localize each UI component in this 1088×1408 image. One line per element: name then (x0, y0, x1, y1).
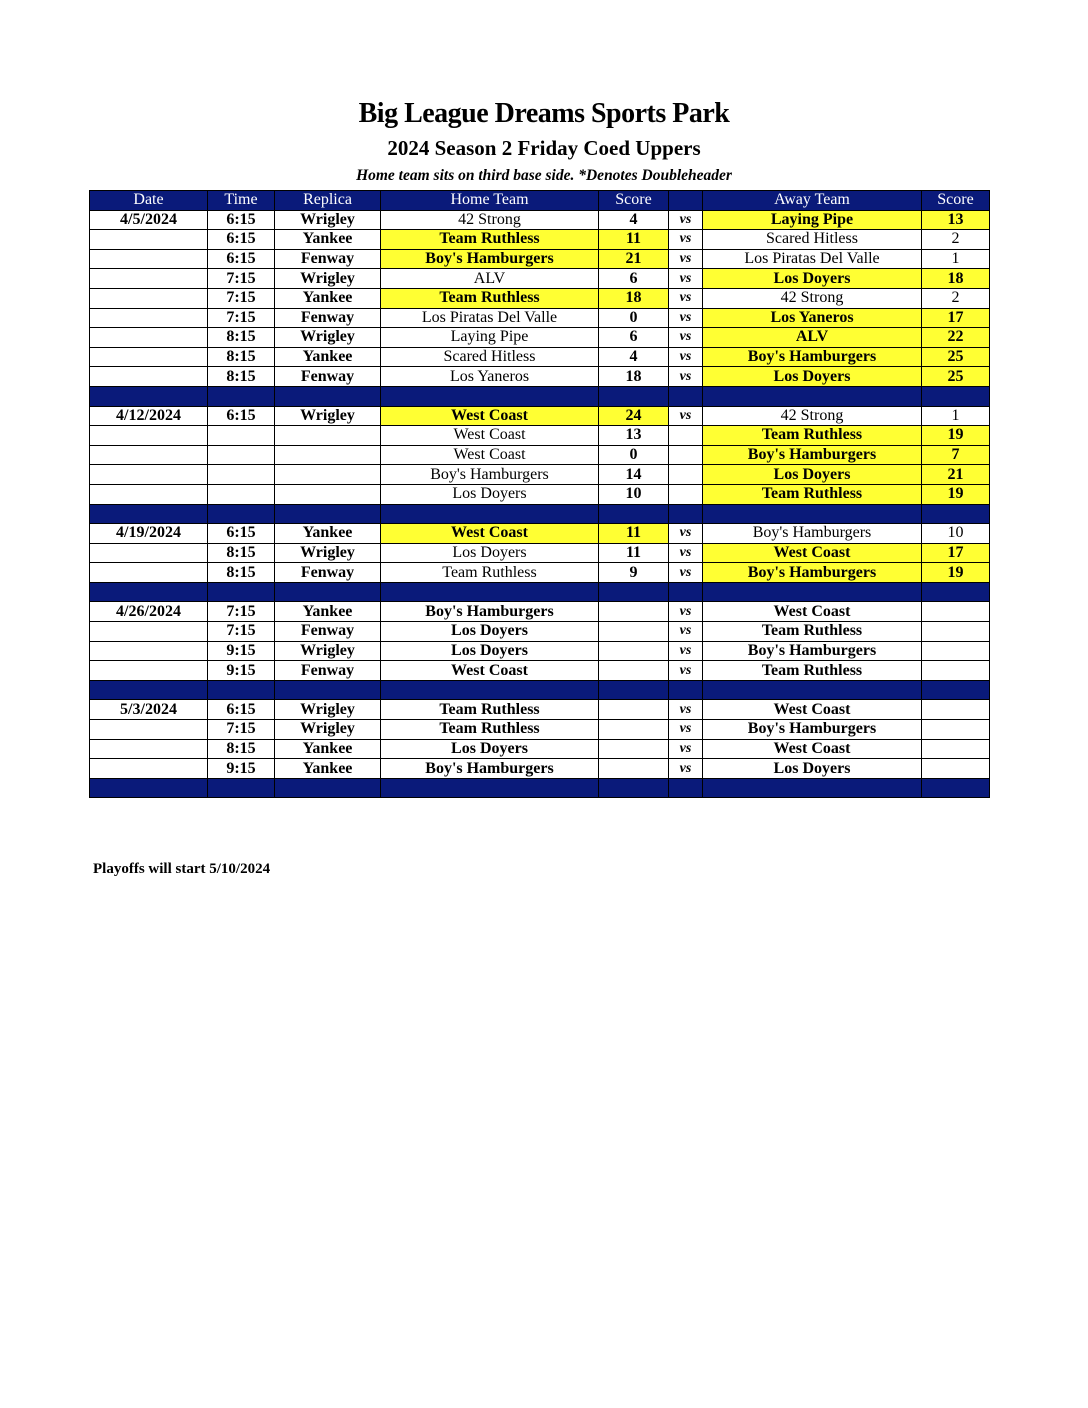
replica-cell (275, 484, 381, 504)
replica-header: Replica (275, 191, 381, 211)
game-row (90, 406, 990, 426)
home-team-cell: Team Ruthless (381, 720, 599, 740)
away-team-cell: West Coast (703, 700, 922, 720)
date-cell (90, 249, 208, 269)
separator-cell (703, 680, 922, 700)
vs-cell: vs (669, 661, 703, 681)
home-score-cell: 11 (599, 524, 669, 544)
away-score-cell: 19 (922, 484, 990, 504)
home-team-cell: Team Ruthless (381, 230, 599, 250)
date-cell (90, 426, 208, 446)
vs-cell: vs (669, 406, 703, 426)
game-row (90, 249, 990, 269)
away-score-cell (922, 739, 990, 759)
home-team-cell: Los Doyers (381, 484, 599, 504)
replica-cell: Fenway (275, 661, 381, 681)
schedule-body (90, 210, 990, 798)
game-row (90, 230, 990, 250)
page-title: Big League Dreams Sports Park (358, 98, 730, 129)
game-row (90, 288, 990, 308)
game-row (90, 524, 990, 544)
vs-cell: vs (669, 563, 703, 583)
home-team-cell: Boy's Hamburgers (381, 249, 599, 269)
game-row (90, 543, 990, 563)
away-team-cell: Boy's Hamburgers (703, 347, 922, 367)
separator-cell (669, 778, 703, 798)
separator-cell (275, 504, 381, 524)
game-row (90, 484, 990, 504)
replica-cell: Wrigley (275, 641, 381, 661)
away-score-cell (922, 720, 990, 740)
separator-cell (208, 680, 275, 700)
week-separator-row (90, 680, 990, 700)
time-cell (208, 445, 275, 465)
date-cell (90, 288, 208, 308)
replica-cell: Yankee (275, 230, 381, 250)
week-separator-row (90, 778, 990, 798)
game-row (90, 602, 990, 622)
time-cell: 6:15 (208, 210, 275, 230)
home-team-cell: Los Yaneros (381, 367, 599, 387)
away-team-cell: West Coast (703, 543, 922, 563)
time-cell: 6:15 (208, 524, 275, 544)
home-score-cell: 18 (599, 367, 669, 387)
away-score-cell: 1 (922, 406, 990, 426)
date-cell (90, 622, 208, 642)
away-score-cell: 21 (922, 465, 990, 485)
date-cell (90, 759, 208, 779)
date-cell: 4/19/2024 (90, 524, 208, 544)
vs-cell (669, 426, 703, 446)
separator-cell (922, 504, 990, 524)
date-cell (90, 367, 208, 387)
vs-cell (669, 484, 703, 504)
home-score-cell (599, 700, 669, 720)
separator-cell (275, 680, 381, 700)
home-team-cell: West Coast (381, 426, 599, 446)
vs-cell: vs (669, 347, 703, 367)
home-team-cell: West Coast (381, 524, 599, 544)
home-score-cell: 4 (599, 347, 669, 367)
replica-cell: Yankee (275, 759, 381, 779)
away-team-cell: Los Doyers (703, 759, 922, 779)
vs-cell: vs (669, 720, 703, 740)
away-score-cell (922, 661, 990, 681)
time-cell: 6:15 (208, 249, 275, 269)
date-cell (90, 563, 208, 583)
home-score-cell: 13 (599, 426, 669, 446)
vs-cell: vs (669, 700, 703, 720)
home-score-cell: 14 (599, 465, 669, 485)
replica-cell: Yankee (275, 347, 381, 367)
separator-cell (669, 386, 703, 406)
home-score-cell: 0 (599, 308, 669, 328)
separator-cell (703, 504, 922, 524)
separator-cell (599, 778, 669, 798)
away-team-cell: Los Doyers (703, 465, 922, 485)
time-cell: 7:15 (208, 308, 275, 328)
game-row (90, 445, 990, 465)
game-row (90, 269, 990, 289)
home-team-cell: ALV (381, 269, 599, 289)
away-score-cell: 13 (922, 210, 990, 230)
separator-cell (381, 778, 599, 798)
separator-cell (703, 778, 922, 798)
date-cell (90, 641, 208, 661)
date-cell (90, 543, 208, 563)
separator-cell (208, 778, 275, 798)
separator-cell (90, 778, 208, 798)
home-team-cell: West Coast (381, 406, 599, 426)
home-team-cell: Los Doyers (381, 739, 599, 759)
vs-cell: vs (669, 543, 703, 563)
time-cell: 9:15 (208, 759, 275, 779)
separator-cell (599, 504, 669, 524)
home-score-cell (599, 641, 669, 661)
away-score-cell: 25 (922, 367, 990, 387)
replica-cell: Wrigley (275, 210, 381, 230)
home-team-cell: Laying Pipe (381, 328, 599, 348)
home-score-cell: 21 (599, 249, 669, 269)
home-score-cell (599, 622, 669, 642)
time-header: Time (208, 191, 275, 211)
time-cell: 8:15 (208, 739, 275, 759)
away-team-cell: Scared Hitless (703, 230, 922, 250)
away-team-cell: West Coast (703, 602, 922, 622)
separator-cell (381, 504, 599, 524)
away-team-cell: Los Doyers (703, 269, 922, 289)
time-cell: 6:15 (208, 700, 275, 720)
week-separator-row (90, 504, 990, 524)
schedule-table (89, 190, 990, 798)
away-team-cell: Boy's Hamburgers (703, 524, 922, 544)
date-cell (90, 720, 208, 740)
home-score-header: Score (599, 191, 669, 211)
replica-cell: Wrigley (275, 328, 381, 348)
replica-cell: Wrigley (275, 720, 381, 740)
home-team-cell: West Coast (381, 661, 599, 681)
replica-cell: Fenway (275, 308, 381, 328)
game-row (90, 622, 990, 642)
game-row (90, 759, 990, 779)
date-cell (90, 230, 208, 250)
replica-cell: Fenway (275, 563, 381, 583)
separator-cell (90, 582, 208, 602)
game-row (90, 700, 990, 720)
home-team-cell: Team Ruthless (381, 700, 599, 720)
date-cell: 4/12/2024 (90, 406, 208, 426)
away-team-cell: 42 Strong (703, 288, 922, 308)
separator-cell (275, 778, 381, 798)
vs-cell: vs (669, 308, 703, 328)
home-score-cell (599, 602, 669, 622)
vs-cell: vs (669, 210, 703, 230)
home-score-cell: 4 (599, 210, 669, 230)
home-team-header: Home Team (381, 191, 599, 211)
home-score-cell: 11 (599, 543, 669, 563)
away-team-cell: Boy's Hamburgers (703, 720, 922, 740)
game-row (90, 210, 990, 230)
away-team-cell: Los Doyers (703, 367, 922, 387)
vs-cell: vs (669, 524, 703, 544)
date-cell (90, 484, 208, 504)
away-score-cell (922, 622, 990, 642)
time-cell: 7:15 (208, 269, 275, 289)
game-row (90, 347, 990, 367)
away-score-cell: 22 (922, 328, 990, 348)
vs-cell: vs (669, 249, 703, 269)
replica-cell: Fenway (275, 367, 381, 387)
home-score-cell: 24 (599, 406, 669, 426)
home-team-cell: Boy's Hamburgers (381, 602, 599, 622)
separator-cell (275, 386, 381, 406)
time-cell: 7:15 (208, 622, 275, 642)
home-score-cell (599, 739, 669, 759)
time-cell: 7:15 (208, 288, 275, 308)
vs-cell: vs (669, 367, 703, 387)
date-cell: 5/3/2024 (90, 700, 208, 720)
away-team-cell: Boy's Hamburgers (703, 445, 922, 465)
replica-cell: Yankee (275, 524, 381, 544)
game-row (90, 465, 990, 485)
header-row (90, 191, 990, 211)
home-team-cell: 42 Strong (381, 210, 599, 230)
replica-cell: Wrigley (275, 269, 381, 289)
time-cell: 7:15 (208, 720, 275, 740)
replica-cell: Wrigley (275, 700, 381, 720)
away-team-cell: West Coast (703, 739, 922, 759)
game-row (90, 328, 990, 348)
home-team-cell: Los Doyers (381, 622, 599, 642)
separator-cell (669, 582, 703, 602)
away-score-cell: 10 (922, 524, 990, 544)
away-score-header: Score (922, 191, 990, 211)
game-row (90, 641, 990, 661)
home-team-cell: Scared Hitless (381, 347, 599, 367)
vs-cell: vs (669, 622, 703, 642)
game-row (90, 739, 990, 759)
home-score-cell: 0 (599, 445, 669, 465)
vs-header (669, 191, 703, 211)
separator-cell (922, 582, 990, 602)
away-score-cell: 17 (922, 543, 990, 563)
separator-cell (703, 386, 922, 406)
away-score-cell (922, 759, 990, 779)
time-cell (208, 484, 275, 504)
home-team-cell: Team Ruthless (381, 288, 599, 308)
date-cell (90, 269, 208, 289)
vs-cell: vs (669, 269, 703, 289)
home-team-cell: Los Doyers (381, 641, 599, 661)
replica-cell: Yankee (275, 602, 381, 622)
away-team-cell: Los Piratas Del Valle (703, 249, 922, 269)
time-cell: 8:15 (208, 328, 275, 348)
week-separator-row (90, 386, 990, 406)
date-cell (90, 661, 208, 681)
home-score-cell: 6 (599, 328, 669, 348)
replica-cell: Yankee (275, 288, 381, 308)
separator-cell (669, 504, 703, 524)
separator-cell (381, 386, 599, 406)
game-row (90, 308, 990, 328)
separator-cell (90, 386, 208, 406)
away-team-cell: Los Yaneros (703, 308, 922, 328)
separator-cell (381, 680, 599, 700)
away-score-cell: 2 (922, 288, 990, 308)
away-score-cell (922, 602, 990, 622)
date-cell (90, 328, 208, 348)
away-score-cell: 1 (922, 249, 990, 269)
home-score-cell (599, 661, 669, 681)
vs-cell: vs (669, 328, 703, 348)
week-separator-row (90, 582, 990, 602)
time-cell (208, 426, 275, 446)
date-cell: 4/26/2024 (90, 602, 208, 622)
away-team-header: Away Team (703, 191, 922, 211)
vs-cell (669, 465, 703, 485)
separator-cell (599, 582, 669, 602)
home-team-cell: Los Piratas Del Valle (381, 308, 599, 328)
separator-cell (922, 778, 990, 798)
replica-cell (275, 426, 381, 446)
date-cell (90, 308, 208, 328)
game-row (90, 563, 990, 583)
away-score-cell: 25 (922, 347, 990, 367)
home-score-cell: 9 (599, 563, 669, 583)
away-team-cell: Laying Pipe (703, 210, 922, 230)
replica-cell: Fenway (275, 249, 381, 269)
away-team-cell: Team Ruthless (703, 661, 922, 681)
separator-cell (599, 680, 669, 700)
away-score-cell (922, 641, 990, 661)
vs-cell: vs (669, 230, 703, 250)
date-cell: 4/5/2024 (90, 210, 208, 230)
time-cell: 8:15 (208, 367, 275, 387)
time-cell: 8:15 (208, 347, 275, 367)
vs-cell: vs (669, 739, 703, 759)
away-team-cell: Team Ruthless (703, 484, 922, 504)
home-score-cell (599, 720, 669, 740)
schedule-note: Home team sits on third base side. *Denotes Doubleheader (356, 167, 732, 184)
separator-cell (669, 680, 703, 700)
separator-cell (275, 582, 381, 602)
time-cell: 6:15 (208, 230, 275, 250)
separator-cell (703, 582, 922, 602)
away-score-cell: 17 (922, 308, 990, 328)
date-cell (90, 347, 208, 367)
vs-cell: vs (669, 641, 703, 661)
date-cell (90, 445, 208, 465)
home-team-cell: West Coast (381, 445, 599, 465)
home-team-cell: Los Doyers (381, 543, 599, 563)
date-header: Date (90, 191, 208, 211)
time-cell: 9:15 (208, 661, 275, 681)
away-team-cell: Team Ruthless (703, 426, 922, 446)
replica-cell (275, 445, 381, 465)
separator-cell (208, 582, 275, 602)
replica-cell: Wrigley (275, 406, 381, 426)
home-score-cell: 18 (599, 288, 669, 308)
separator-cell (599, 386, 669, 406)
away-score-cell: 19 (922, 426, 990, 446)
away-team-cell: ALV (703, 328, 922, 348)
separator-cell (922, 386, 990, 406)
separator-cell (90, 680, 208, 700)
home-score-cell: 6 (599, 269, 669, 289)
playoffs-footer: Playoffs will start 5/10/2024 (93, 861, 271, 877)
away-team-cell: Boy's Hamburgers (703, 563, 922, 583)
time-cell: 9:15 (208, 641, 275, 661)
separator-cell (90, 504, 208, 524)
date-cell (90, 739, 208, 759)
game-row (90, 367, 990, 387)
away-team-cell: 42 Strong (703, 406, 922, 426)
away-score-cell (922, 700, 990, 720)
separator-cell (381, 582, 599, 602)
vs-cell (669, 445, 703, 465)
home-score-cell: 11 (599, 230, 669, 250)
game-row (90, 720, 990, 740)
home-team-cell: Boy's Hamburgers (381, 759, 599, 779)
time-cell: 6:15 (208, 406, 275, 426)
replica-cell (275, 465, 381, 485)
separator-cell (208, 386, 275, 406)
home-score-cell: 10 (599, 484, 669, 504)
replica-cell: Yankee (275, 739, 381, 759)
away-score-cell: 7 (922, 445, 990, 465)
time-cell: 7:15 (208, 602, 275, 622)
replica-cell: Wrigley (275, 543, 381, 563)
away-score-cell: 19 (922, 563, 990, 583)
vs-cell: vs (669, 759, 703, 779)
time-cell: 8:15 (208, 543, 275, 563)
vs-cell: vs (669, 288, 703, 308)
home-team-cell: Team Ruthless (381, 563, 599, 583)
time-cell (208, 465, 275, 485)
date-cell (90, 465, 208, 485)
away-team-cell: Boy's Hamburgers (703, 641, 922, 661)
game-row (90, 661, 990, 681)
replica-cell: Fenway (275, 622, 381, 642)
away-score-cell: 18 (922, 269, 990, 289)
vs-cell: vs (669, 602, 703, 622)
away-score-cell: 2 (922, 230, 990, 250)
home-team-cell: Boy's Hamburgers (381, 465, 599, 485)
separator-cell (922, 680, 990, 700)
game-row (90, 426, 990, 446)
page-subtitle: 2024 Season 2 Friday Coed Uppers (387, 136, 701, 160)
separator-cell (208, 504, 275, 524)
away-team-cell: Team Ruthless (703, 622, 922, 642)
time-cell: 8:15 (208, 563, 275, 583)
home-score-cell (599, 759, 669, 779)
